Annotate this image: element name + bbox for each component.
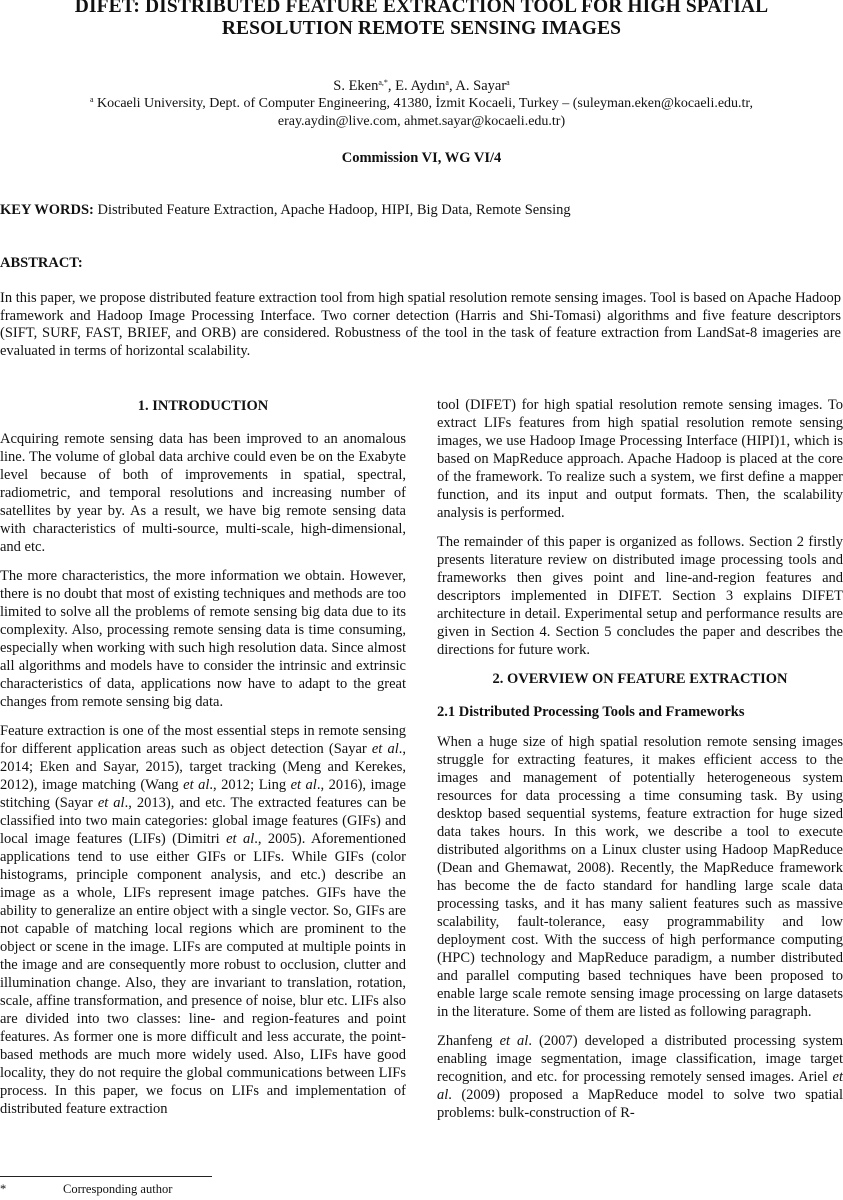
text-run: . (2009) proposed a MapReduce model to solve two spatial problems: bulk-construction of R- (437, 1087, 843, 1121)
keywords-label: KEY WORDS: (0, 202, 94, 218)
et-al: et al (499, 1033, 529, 1049)
et-al: et al (371, 741, 399, 757)
right-column (437, 396, 843, 1133)
paragraph: The more characteristics, the more information we obtain. However, there is no doubt that most of existing techniques and methods are too limited to solve all the problems of remote sensing big data due to its complexity. Also, processing remote sensing data is time consuming, especially when working with such high resolution data. Since almost all algorithms and models have to consider the intrinsic and extrinsic characteristics of data, applications now have to adapt to the great changes from remote sensing big data. (0, 568, 406, 710)
text-run: Zhanfeng (437, 1033, 500, 1049)
section-heading-introduction: 1. INTRODUCTION (137, 398, 269, 414)
left-column (0, 396, 406, 1129)
author-name: A. Sayar (455, 78, 507, 94)
text-run: Feature extraction is one of the most essential steps in remote sensing for different application areas such as object detection (Sayar (0, 723, 406, 757)
keywords-text: Distributed Feature Extraction, Apache Hadoop, HIPI, Big Data, Remote Sensing (97, 202, 571, 218)
author-list (40, 77, 803, 95)
footnote-rule (0, 1176, 212, 1177)
paragraph: tool (DIFET) for high spatial resolution remote sensing images. To extract LIFs features from high spatial resolution remote sensing images, we use Hadoop Image Processing Interface (HIPI)1, which is based on MapReduce approach. Apache Hadoop is placed at the core of the framework. To realize such a system, we first define a mapper function, and its input and output formats. Then, the scalability analysis is performed. (437, 397, 843, 521)
footnote (0, 1181, 300, 1197)
text-run: ., 2016), image stitching (Sayar (0, 777, 406, 811)
author-sup: a (445, 78, 449, 87)
commission: Commission VI, WG VI/4 (341, 150, 502, 166)
affiliation-line-1: Kocaeli University, Dept. of Computer Engineering, 41380, İzmit Kocaeli, Turkey – (suleyman.eken@kocaeli.edu.tr, (97, 96, 754, 111)
paragraph (0, 722, 406, 1118)
et-al: et al (183, 777, 210, 793)
affiliation-line-2: eray.aydin@live.com, ahmet.sayar@kocaeli.edu.tr) (277, 114, 566, 129)
paper-title (0, 0, 843, 40)
et-al: et al (437, 1069, 843, 1103)
affiliation (20, 95, 823, 131)
text-run: ., 2014; Eken and Sayar, 2015), target tracking (Meng and Kerekes, 2012), image matching (Wang (0, 741, 406, 793)
keywords (0, 202, 843, 219)
paragraph: Acquiring remote sensing data has been improved to an anomalous line. The volume of global data archive could even be on the Exabyte level because of both of improvements in spatial, spectral, radiometric, and temporal resolutions and increasing number of satellites by year by. As a result, we have big remote sensing data with characteristics of multi-source, multi-scale, high-dimensional, and etc. (0, 431, 406, 555)
text-run: ., 2005). Aforementioned applications tend to use either GIFs or LIFs. While GIFs (color histograms, principle component analysis, and etc.) describe an image as a whole, LIFs represent image patches. GIFs have the ability to generalize an entire object with a single vector. So, GIFs are not capable of matching local regions which are prominent to the object or scene in the image. LIFs are computed at multiple points in the image and are consequently more robust to occlusion, clutter and illumination change. Also, they are invariant to translation, rotation, scale, affine transformation, and presence of noise, blur etc. LIFs also are divided into two classes: line- and region-features and point features. As former one is more difficult and less accurate, the point-based methods are much more widely used. Also, LIFs have good locality, they do not require the global communications between LIFs process. In this paper, we focus on LIFs and implementation of distributed feature extraction (0, 831, 406, 1117)
author-sep: , (387, 78, 396, 94)
text-run: . (2007) developed a distributed processing system enabling image segmentation, image classification, image target recognition, and etc. for processing remotely sensed images. Ariel (437, 1033, 843, 1085)
text-run: ., 2012; Ling (209, 777, 291, 793)
author-name: S. Eken (333, 78, 379, 94)
et-al: et al (97, 795, 125, 811)
abstract-heading: ABSTRACT: (0, 255, 83, 271)
et-al: et al (290, 777, 317, 793)
footnote-mark: * (0, 1182, 7, 1196)
subsection-heading: 2.1 Distributed Processing Tools and Frameworks (437, 704, 745, 720)
footnote-text: Corresponding author (63, 1182, 173, 1196)
author-name: E. Aydın (395, 78, 446, 94)
author-sep: , (448, 78, 456, 94)
author-sup: a,* (378, 78, 388, 87)
title-line-2: RESOLUTION REMOTE SENSING IMAGES (221, 18, 622, 39)
text-run: ., 2013), and etc. The extracted features can be classified into two main categories: global image features (GIFs) and local image features (LIFs) (Dimitri (0, 795, 406, 847)
paragraph: When a huge size of high spatial resolution remote sensing images struggle for extracting features, it makes efficient access to the images and management of potentially heterogeneous system resources for data processing a time consuming task. By using desktop based sequential systems, feature extraction for huge sized data takes hours. In this work, we describe a tool to execute distributed algorithms on a Linux cluster using Hadoop MapReduce (Dean and Ghemawat, 2008). Recently, the MapReduce framework has become the de facto standard for handling large scale data processing tasks, and it has many salient features such as massive scalability, fault-tolerance, easy programmability and low deployment cost. With the success of high performance computing (HPC) technology and MapReduce paradigm, a number distributed and parallel computing based techniques have been proposed to enable large scale remote sensing image processing on large datasets in the literature. Some of them are listed as following paragraph. (437, 734, 843, 1020)
paragraph (437, 1032, 843, 1122)
title-line-1: DIFET: DISTRIBUTED FEATURE EXTRACTION TOOL FOR HIGH SPATIAL (74, 0, 769, 17)
author-sup: a (506, 78, 510, 87)
et-al: et al (226, 831, 255, 847)
affiliation-sup: a (89, 95, 94, 104)
abstract-text: In this paper, we propose distributed feature extraction tool from high spatial resolution remote sensing images. Tool is based on Apache Hadoop framework and Hadoop Image Processing Interface. Two corner detection (Harris and Shi-Tomasi) algorithms and five feature descriptors (SIFT, SURF, FAST, BRIEF, and ORB) are considered. Robustness of the tool in the task of feature extraction from LandSat-8 imageries are evaluated in terms of horizontal scalability. (0, 290, 841, 359)
section-heading-overview: 2. OVERVIEW ON FEATURE EXTRACTION (492, 671, 788, 687)
paragraph: The remainder of this paper is organized as follows. Section 2 firstly presents literature review on distributed image processing tools and frameworks then gives point and line-and-region features and descriptors implemented in DIFET. Section 3 explains DIFET architecture in detail. Experimental setup and performance results are given in Section 4. Section 5 concludes the paper and describes the directions for future work. (437, 534, 843, 658)
